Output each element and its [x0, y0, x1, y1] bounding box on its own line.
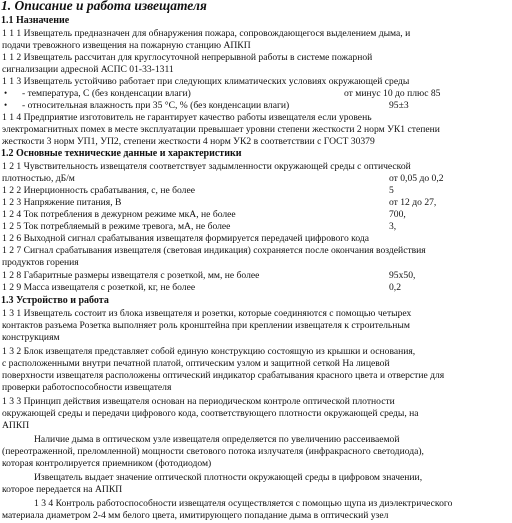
text-line: 1 3 4 Контроль работоспособности извещателя осуществляется с помощью щупа из диэлектрического [34, 498, 453, 509]
spec-value: 0,2 [389, 282, 401, 293]
list-item-value: 95±3 [389, 100, 409, 111]
spec-label: 1 2 2 Инерционность срабатывания, с, не более [2, 185, 195, 196]
page-title: 1. Описание и работа извещателя [1, 0, 207, 13]
bullet-icon: • [4, 88, 8, 98]
text-line: с расположенными внутри печатной платой, оптическим узлом и защитной сеткой На лицевой [2, 358, 390, 369]
text-line: 1 2 1 Чувствительность извещателя соответствует задымленности окружающей среды с оптической [2, 161, 411, 172]
text-line: контактов разъема Розетка выполняет роль кронштейна при креплении извещателя к строительным [2, 320, 410, 331]
list-item-value: от минус 10 до плюс 85 [344, 88, 441, 99]
text-line: окружающей среды и передачи цифрового кода, соответствующего плотности окружающей среды, на [2, 408, 419, 419]
spec-label: 1 2 5 Ток потребляемый в режиме тревога, мА, не более [2, 221, 231, 232]
text-line: сигнализации адресной АСПС 01-33-1311 [2, 64, 174, 75]
text-line: поверхности извещателя расположены оптический индикатор срабатывания красного цвета и отверстие для [2, 370, 445, 381]
spec-value: 95x50, [389, 270, 416, 281]
text-line: проверки работоспособности извещателя [2, 382, 172, 393]
text-line: 1 1 2 Извещатель рассчитан для круглосуточной непрерывной работы в системе пожарной [2, 52, 373, 63]
text-line: плотностью, дБ/м [2, 173, 75, 184]
text-line: 1 3 2 Блок извещателя представляет собой единую конструкцию состоящую из крышки и основания, [2, 346, 416, 357]
text-line: которая контролируется приемником (фотодиодом) [2, 458, 212, 469]
section-heading-1-2: 1.2 Основные технические данные и характеристики [1, 148, 242, 159]
paragraph-1-2-6: 1 2 6 Выходной сигнал срабатывания извещателя формируется передачей цифрового кода [2, 233, 370, 244]
text-line: Извещатель выдает значение оптической плотности окружающей среды в цифровом значении, [34, 472, 423, 483]
text-line: которое передается на АПКП [2, 484, 123, 495]
list-item-label: - относительная влажность при 35 °С, % (без конденсации влаги) [22, 100, 290, 111]
paragraph-1-1-3: 1 1 3 Извещатель устойчиво работает при следующих климатических условиях окружающей среды [2, 76, 410, 87]
text-line: электромагнитных помех в месте эксплуатации превышает уровни степени жесткости 2 норм УК1 степени [2, 124, 440, 135]
spec-value: от 12 до 27, [389, 197, 437, 208]
section-heading-1-3: 1.3 Устройство и работа [1, 295, 109, 306]
bullet-icon: • [4, 100, 8, 110]
text-line: продуктов горения [2, 257, 79, 268]
text-line: Наличие дыма в оптическом узле извещателя определяется по увеличению рассеиваемой [34, 434, 400, 445]
section-heading-1-1: 1.1 Назначение [1, 15, 70, 26]
spec-value: от 0,05 до 0,2 [389, 173, 444, 184]
spec-value: 3, [389, 221, 397, 232]
spec-value: 700, [389, 209, 406, 220]
text-line: жесткости 3 норм УП1, УП2, степени жесткости 4 норм УК2 в соответствии с ГОСТ 30379 [2, 136, 375, 147]
text-line: материала диаметром 2-4 мм белого цвета, имитирующего попадание дыма в оптический узел [2, 510, 389, 521]
text-line: АПКП [2, 420, 30, 431]
text-line: (переотраженной, преломленной) мощности светового потока излучателя (инфракрасного светодиода), [2, 446, 424, 457]
spec-label: 1 2 4 Ток потребления в дежурном режиме мкА, не более [2, 209, 236, 220]
text-line: конструкциям [2, 332, 60, 343]
text-line: 1 1 1 Извещатель предназначен для обнаружения пожара, сопровождающегося выделением дыма, и [2, 28, 411, 39]
text-line: 1 1 4 Предприятие изготовитель не гарантирует качество работы извещателя если уровень [2, 112, 372, 123]
spec-label: 1 2 8 Габаритные размеры извещателя с розеткой, мм, не более [2, 270, 260, 281]
list-item-label: - температура, С (без конденсации влаги) [22, 88, 191, 99]
text-line: 1 3 3 Принцип действия извещателя основан на периодическом контроле оптической плотности [2, 396, 395, 407]
spec-label: 1 2 3 Напряжение питания, В [2, 197, 122, 208]
text-line: 1 2 7 Сигнал срабатывания извещателя (световая индикация) сохраняется после окончания воздействия [2, 245, 426, 256]
text-line: подачи тревожного извещения на пожарную станцию АПКП [2, 40, 251, 51]
spec-value: 5 [389, 185, 394, 196]
spec-label: 1 2 9 Масса извещателя с розеткой, кг, не более [2, 282, 196, 293]
text-line: 1 3 1 Извещатель состоит из блока извещателя и розетки, которые соединяются с помощью четырех [2, 308, 412, 319]
